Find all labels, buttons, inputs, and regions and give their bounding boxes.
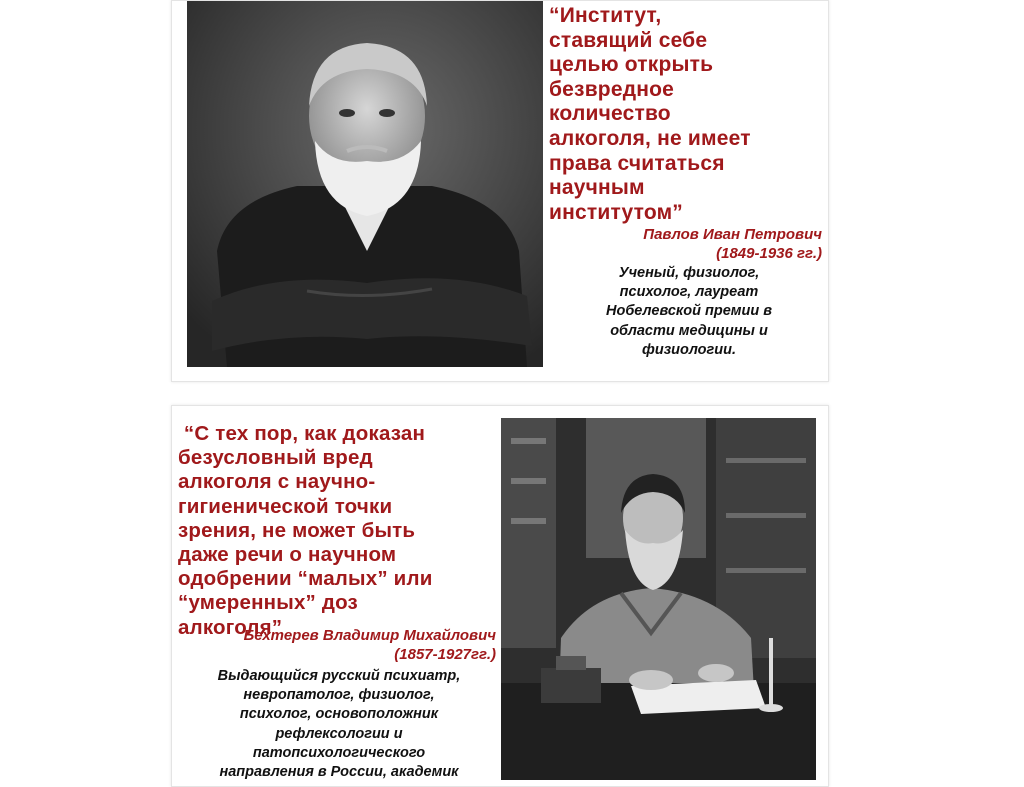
- bekhterev-quote: “С тех пор, как доказан безусловный вред алкоголя с научно- гигиенической точки зрения, не может быть даже речи о научном одобрении “малых” или “умеренных” доз алкоголя”: [178, 422, 433, 639]
- pavlov-slide-card: [171, 0, 829, 382]
- pavlov-description: Ученый, физиолог, психолог, лауреат Нобелевской премии в области медицины и физиологии.: [606, 265, 772, 358]
- pavlov-quote: “Институт, ставящий себе целью открыть безвредное количество алкоголя, не имеет права считаться научным институтом”: [549, 4, 751, 224]
- bekhterev-portrait-photo: [501, 418, 816, 780]
- pavlov-portrait-photo: [187, 1, 543, 367]
- bekhterev-description: Выдающийся русский психиатр, невропатолог, физиолог, психолог, основоположник рефлексологии и патопсихологического направления в России, академик: [217, 668, 461, 781]
- pavlov-author: Павлов Иван Петрович (1849-1936 гг.): [643, 226, 822, 262]
- bekhterev-slide-card: [171, 405, 829, 787]
- bekhterev-author: Бехтерев Владимир Михайлович (1857-1927гг.): [243, 627, 496, 663]
- bekhterev-portrait-illustration: [501, 418, 816, 780]
- pavlov-portrait-illustration: [187, 1, 543, 367]
